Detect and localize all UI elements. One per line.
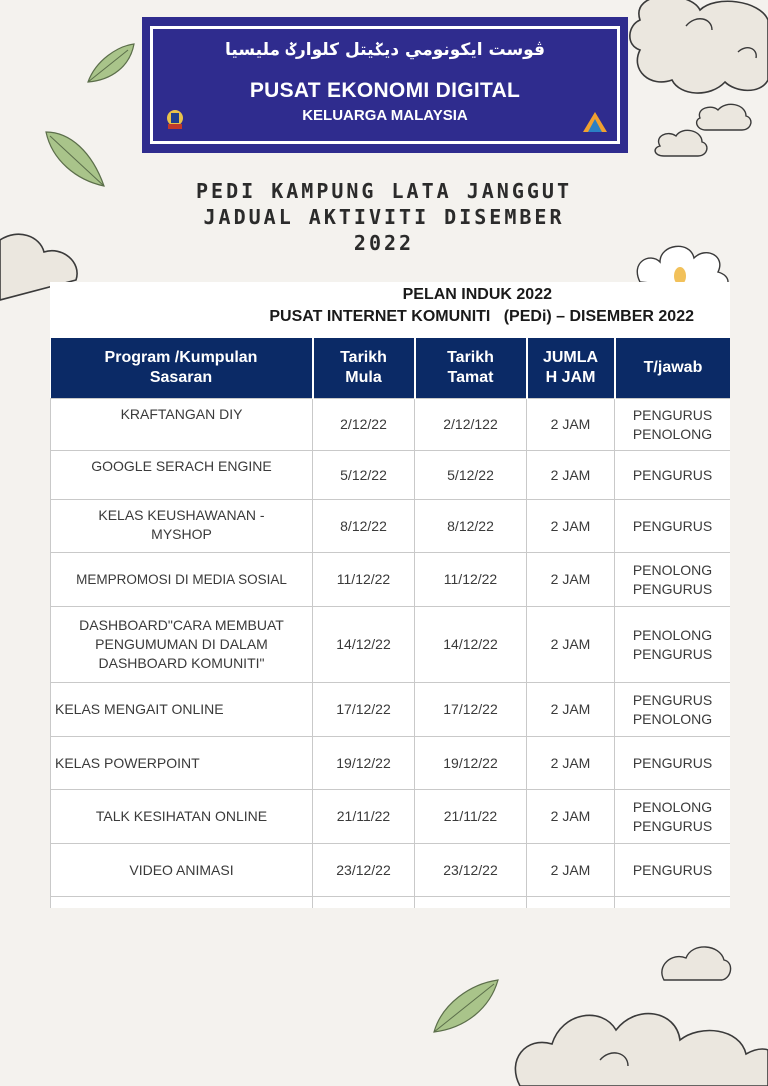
table-row	[51, 607, 731, 683]
start-date-cell: 5/12/22	[313, 451, 415, 500]
end-date-cell: 2/12/122	[415, 399, 527, 451]
responsible-cell: PENGURUS	[615, 737, 731, 790]
program-cell: MEMPROMOSI DI MEDIA SOSIAL	[51, 553, 313, 607]
header-responsible: T/jawab	[615, 338, 731, 399]
start-date-cell: 14/12/22	[313, 607, 415, 683]
table-row	[51, 844, 731, 897]
banner-title: PUSAT EKONOMI DIGITAL	[249, 79, 521, 102]
program-cell: KELAS POWERPOINT	[51, 737, 313, 790]
program-cell: DASHBOARD"CARA MEMBUAT PENGUMUMAN DI DALAM DASHBOARD KOMUNITI"	[51, 607, 313, 683]
malaysia-crest-icon	[162, 107, 188, 133]
table-row	[51, 790, 731, 844]
hours-cell: 2 JAM	[527, 737, 615, 790]
cloud-top-right	[630, 0, 768, 93]
table-row	[51, 500, 731, 553]
start-date-cell: 17/12/22	[313, 683, 415, 737]
plan-subtitle: PUSAT INTERNET KOMUNITI (PEDi) – DISEMBER 2022	[269, 308, 694, 325]
banner	[142, 17, 628, 153]
program-cell: TALK KESIHATAN ONLINE	[51, 790, 313, 844]
hours-cell: 2 JAM	[527, 607, 615, 683]
banner-subtitle: KELUARGA MALAYSIA	[302, 107, 468, 124]
cloud-bottom-small	[662, 947, 731, 980]
start-date-cell: 8/12/22	[313, 500, 415, 553]
end-date-cell: 11/12/22	[415, 553, 527, 607]
start-date-cell: 11/12/22	[313, 553, 415, 607]
responsible-cell: PENGURUS	[615, 844, 731, 897]
hours-cell: 2 JAM	[527, 553, 615, 607]
schedule-table	[50, 338, 730, 908]
heading-line-3: 2022	[353, 231, 415, 255]
responsible-cell: PENGURUS PENOLONG	[615, 399, 731, 451]
end-date-cell: 17/12/22	[415, 683, 527, 737]
banner-jawi-text: ڤوست ايکونومي ديݢيتل کلوارݢ مليسيا	[225, 40, 545, 60]
responsible-cell: PENOLONG PENGURUS	[615, 607, 731, 683]
heading-line-2: JADUAL AKTIVITI DISEMBER	[203, 205, 565, 229]
hours-cell: 2 JAM	[527, 399, 615, 451]
leaf-1	[88, 44, 134, 82]
start-date-cell: 2/12/22	[313, 399, 415, 451]
table-row	[51, 737, 731, 790]
end-date-cell: 23/12/22	[415, 844, 527, 897]
leaf-3	[434, 980, 498, 1032]
responsible-cell: PENGURUS	[615, 451, 731, 500]
responsible-cell: PENGURUS	[615, 500, 731, 553]
hours-cell: 2 JAM	[527, 451, 615, 500]
plan-title: PELAN INDUK 2022	[402, 286, 552, 303]
leaf-2	[46, 132, 104, 186]
responsible-cell: PENOLONG PENGURUS	[615, 553, 731, 607]
heading-line-1: PEDI KAMPUNG LATA JANGGUT	[195, 179, 573, 203]
program-cell: KELAS MENGAIT ONLINE	[51, 683, 313, 737]
header-program: Program /Kumpulan Sasaran	[51, 338, 313, 399]
program-cell: KRAFTANGAN DIY	[51, 399, 313, 451]
start-date-cell: 19/12/22	[313, 737, 415, 790]
responsible-cell: PENOLONG PENGURUS	[615, 790, 731, 844]
header-start-date: Tarikh Mula	[313, 338, 415, 399]
responsible-cell: PENGURUS PENOLONG	[615, 683, 731, 737]
hours-cell: 2 JAM	[527, 683, 615, 737]
cloud-small-2	[655, 130, 707, 156]
table-row	[51, 399, 731, 451]
hours-cell: 2 JAM	[527, 790, 615, 844]
pedi-logo-icon	[582, 111, 608, 133]
end-date-cell: 21/11/22	[415, 790, 527, 844]
end-date-cell: 8/12/22	[415, 500, 527, 553]
end-date-cell: 14/12/22	[415, 607, 527, 683]
start-date-cell: 23/12/22	[313, 844, 415, 897]
hours-cell: 2 JAM	[527, 500, 615, 553]
start-date-cell: 21/11/22	[313, 790, 415, 844]
page-heading	[150, 178, 618, 256]
table-row-cutoff	[51, 897, 731, 909]
end-date-cell: 19/12/22	[415, 737, 527, 790]
program-cell: VIDEO ANIMASI	[51, 844, 313, 897]
table-header-row	[51, 338, 731, 399]
table-row	[51, 683, 731, 737]
schedule-card	[50, 282, 730, 908]
hours-cell: 2 JAM	[527, 844, 615, 897]
header-end-date: Tarikh Tamat	[415, 338, 527, 399]
cloud-small-1	[697, 104, 751, 130]
table-row	[51, 451, 731, 500]
header-total-hours: JUMLA H JAM	[527, 338, 615, 399]
program-cell: KELAS KEUSHAWANAN - MYSHOP	[51, 500, 313, 553]
end-date-cell: 5/12/22	[415, 451, 527, 500]
table-row	[51, 553, 731, 607]
cloud-bottom-large	[515, 1014, 768, 1086]
program-cell: GOOGLE SERACH ENGINE	[51, 451, 313, 500]
